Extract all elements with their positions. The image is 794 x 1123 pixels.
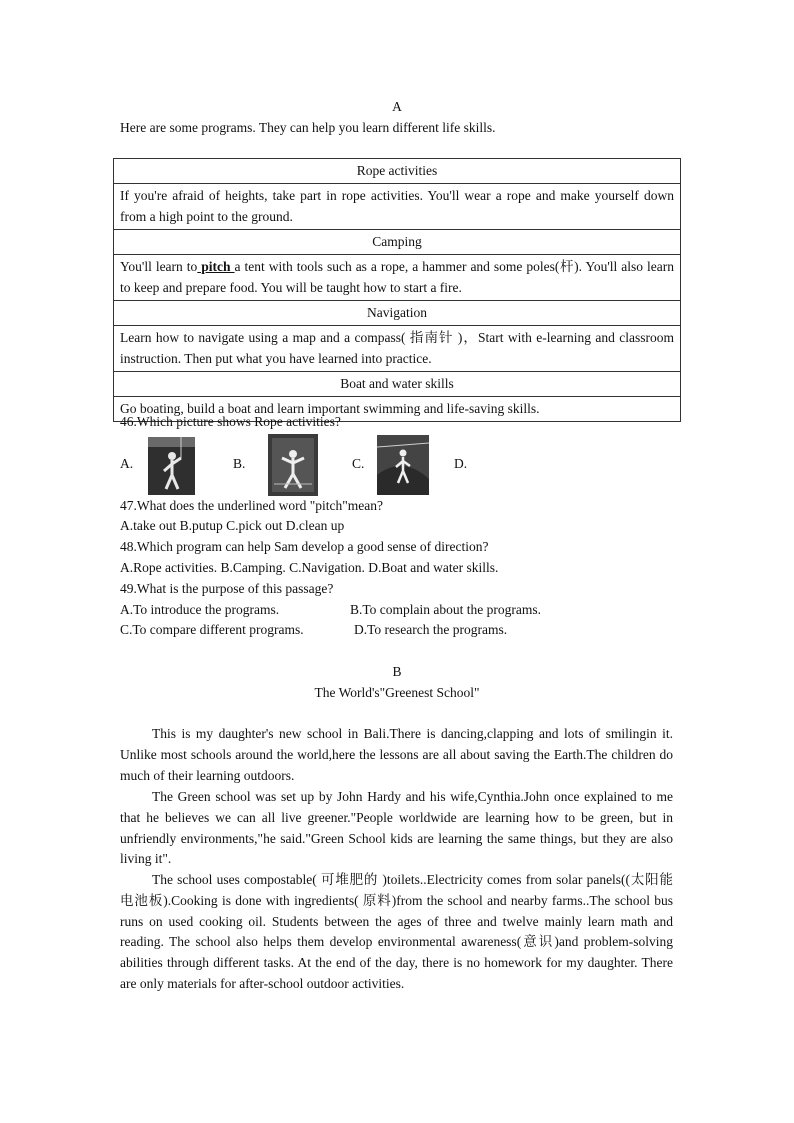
question-48: 48.Which program can help Sam develop a good sense of direction?	[120, 539, 489, 554]
option-c-picture	[377, 435, 429, 495]
paragraph-2-text: The Green school was set up by John Hardy and his wife,Cynthia.John once explained to me that he believes we can all live greener."People worldwide are learning how to be green, but in unfriendly environments,"he said."Green School kids are learning the same things, but they are also living it".	[120, 789, 673, 867]
camping-desc-end: a tent with tools such as a rope, a hammer and some poles(杆). You'll also learn to keep and prepare food. You will be taught how to start a fire.	[120, 259, 674, 295]
program-desc-navigation: Learn how to navigate using a map and a compass( 指南针 )，Start with e-learning and classroom instruction. Then put what you have learned into practice.	[114, 326, 681, 372]
program-title-navigation: Navigation	[114, 301, 681, 326]
program-title-rope: Rope activities	[114, 159, 681, 184]
camping-desc-start: You'll learn to	[120, 259, 198, 274]
question-49-options-row1	[120, 600, 542, 620]
option-49-c: C.To compare different programs.	[120, 622, 304, 637]
section-a-heading: A	[392, 99, 402, 114]
question-47-options: A.take out B.putup C.pick out D.clean up	[120, 518, 345, 533]
option-a-label: A.	[120, 456, 134, 471]
section-a-intro: Here are some programs. They can help you learn different life skills.	[120, 120, 496, 135]
option-a-picture	[148, 437, 195, 495]
option-b-label: B.	[233, 456, 246, 471]
option-49-b: B.To complain about the programs.	[350, 602, 542, 617]
programs-table	[113, 158, 681, 422]
option-d-label: D.	[454, 456, 468, 471]
question-48-options: A.Rope activities. B.Camping. C.Navigation. D.Boat and water skills.	[120, 560, 499, 575]
option-49-a: A.To introduce the programs.	[120, 602, 280, 617]
paragraph-3-text: The school uses compostable( 可堆肥的 )toilets..Electricity comes from solar panels((太阳能电池板).Cooking is done with ingredients( 原料)from the school and nearby farms..The school bus runs on used cooking oil. Students between the ages of three and twelve mainly learn math and reading. The school also helps them develop environmental awareness(意识)and problem-solving abilities through different tasks. At the end of the day, there is no homework for my daughter. There are only materials for after-school outdoor activities.	[120, 872, 673, 991]
option-c-label: C.	[352, 456, 365, 471]
option-b-picture	[268, 434, 318, 496]
question-49-options-row2	[120, 620, 508, 640]
section-b-heading: B	[392, 664, 402, 679]
question-49: 49.What is the purpose of this passage?	[120, 581, 334, 596]
paragraph-3	[120, 870, 673, 995]
paragraph-2	[120, 787, 673, 870]
paragraph-1	[120, 724, 673, 786]
program-desc-rope: If you're afraid of heights, take part in rope activities. You'll wear a rope and make yourself down from a high point to the ground.	[114, 184, 681, 230]
program-desc-boat: Go boating, build a boat and learn important swimming and life-saving skills.	[114, 397, 681, 422]
program-title-camping: Camping	[114, 230, 681, 255]
program-title-boat: Boat and water skills	[114, 372, 681, 397]
program-desc-camping	[114, 255, 681, 301]
underlined-word-pitch: pitch	[197, 259, 235, 274]
option-49-d: D.To research the programs.	[354, 622, 508, 637]
question-46: 46.Which picture shows Rope activities?	[120, 414, 341, 429]
section-b-title: The World's"Greenest School"	[314, 685, 480, 700]
question-46-options	[120, 434, 480, 496]
paragraph-1-text: This is my daughter's new school in Bali.There is dancing,clapping and lots of smilingin it. Unlike most schools around the world,here the lessons are all about saving the Earth.The children do much of their learning outdoors.	[120, 726, 673, 783]
question-47: 47.What does the underlined word "pitch"mean?	[120, 498, 383, 513]
